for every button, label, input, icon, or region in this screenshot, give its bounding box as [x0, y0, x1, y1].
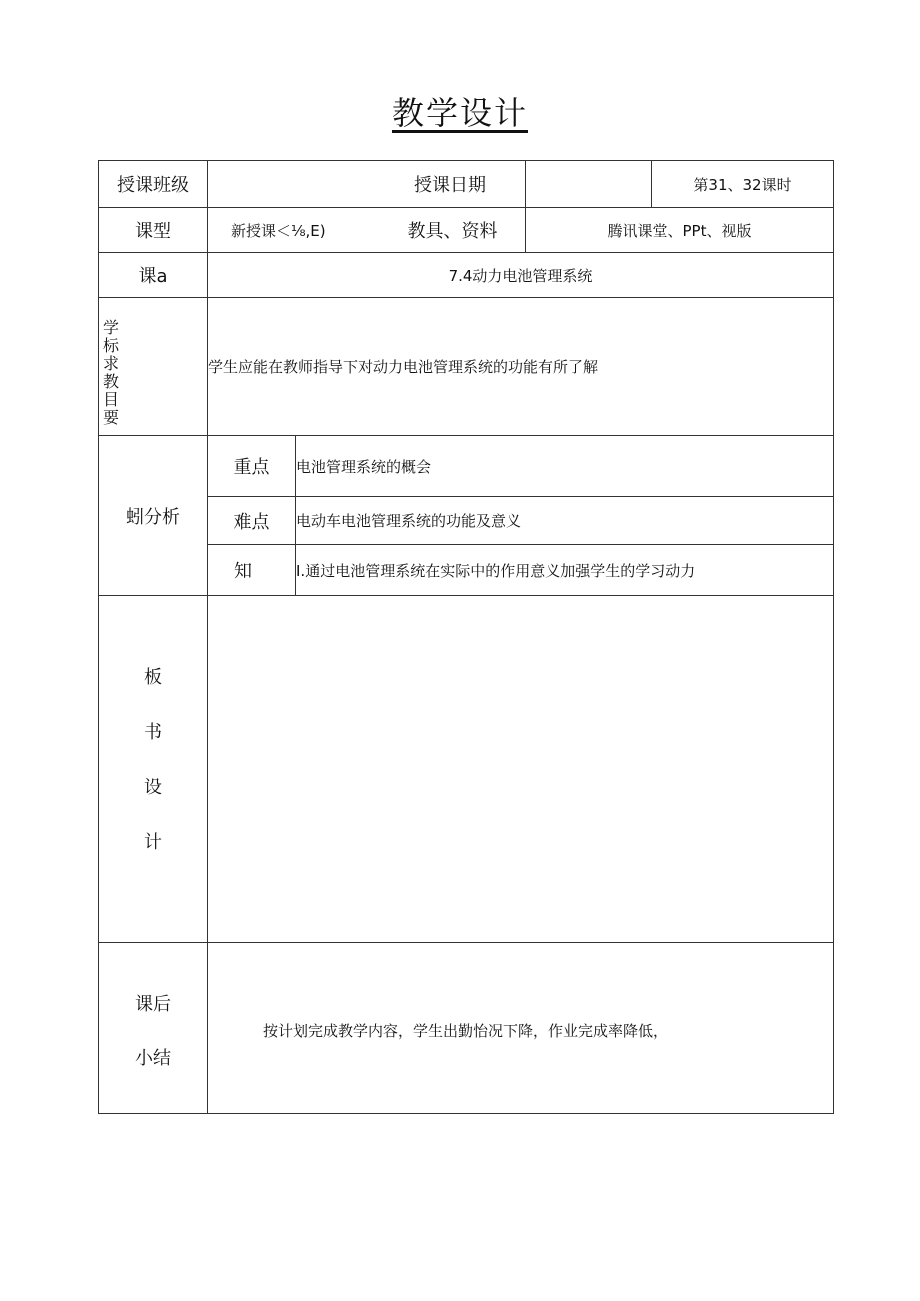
difficulty-value: 电动车电池管理系统的功能及意义: [296, 512, 522, 530]
goal-value: 学生应能在教师指导下对动力电池管理系统的功能有所了解: [208, 358, 599, 376]
summary-label-line1: 课后: [135, 994, 171, 1015]
date-label: 授课日期: [414, 175, 486, 196]
page-title: 教学设计: [391, 94, 528, 132]
summary-label-line2: 小结: [135, 1048, 171, 1069]
type-label: 课型: [135, 221, 171, 242]
key-point-label: 重点: [233, 457, 270, 478]
goal-label: [100, 318, 122, 428]
goal-label-char: 要: [102, 408, 119, 427]
type-value: 新授课＜⅛,E): [231, 221, 326, 240]
key-point-value: 电池管理系统的概会: [296, 457, 432, 476]
board-label-char: 板: [144, 667, 162, 688]
goal-label-char: 求: [102, 354, 119, 373]
goal-label-char: 标: [102, 336, 119, 355]
goal-label-char: 教: [102, 372, 119, 391]
difficulty-label: 难点: [233, 511, 270, 533]
knowledge-label: 知: [234, 561, 252, 582]
board-label-char: 设: [144, 777, 162, 798]
tools-label: 教具、资料: [407, 221, 498, 242]
analysis-label: 蚓分析: [126, 506, 180, 528]
hours-value: 第31、32课时: [693, 175, 792, 194]
summary-text: 按计划完成教学内容，学生出勤怡况下降，作业完成率降低，: [263, 1021, 669, 1040]
goal-label-char: 学: [102, 318, 119, 337]
board-label-char: 书: [144, 722, 162, 743]
goal-label-char: 目: [102, 390, 119, 409]
class-label: 授课班级: [117, 175, 189, 196]
tools-value: 腾讯课堂、PPt、视版: [607, 221, 752, 240]
knowledge-value: I.通过电池管理系统在实际中的作用意义加强学生的学习动力: [296, 561, 696, 580]
board-label-char: 计: [144, 832, 162, 853]
topic-value: 7.4动力电池管理系统: [448, 266, 593, 285]
topic-label: 课a: [138, 266, 168, 287]
